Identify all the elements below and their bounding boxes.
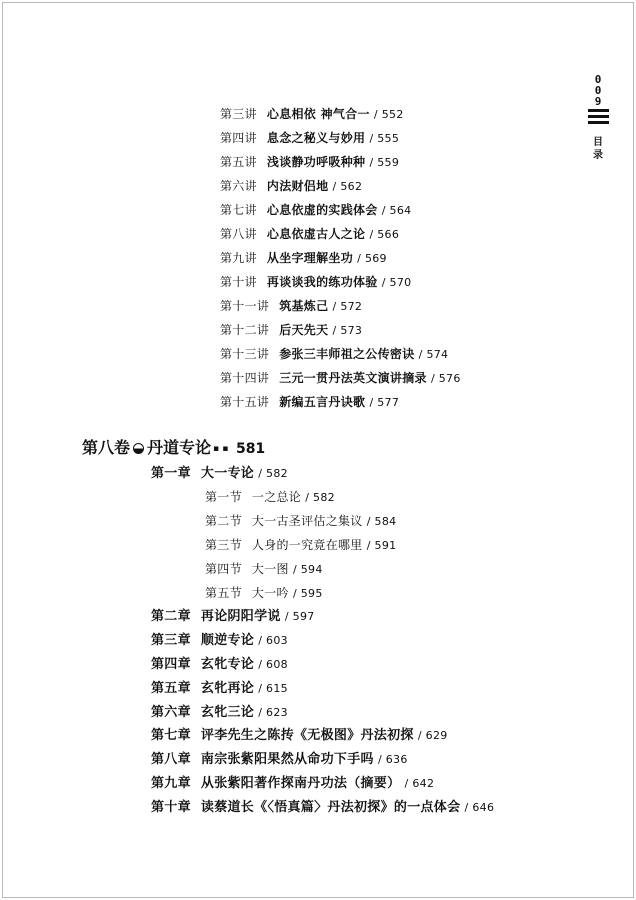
entry-number: 第十一讲 <box>220 299 270 313</box>
entry-number: 第八章 <box>151 752 191 767</box>
bar <box>588 115 609 118</box>
entry-title: 再谈谈我的练功体验 <box>266 275 378 289</box>
entry-title: 南宗张紫阳果然从命功下手吗 <box>200 752 374 767</box>
entry-title: 后天先天 <box>279 323 329 337</box>
toc-entry-section[interactable] <box>205 585 323 602</box>
entry-number: 第十四讲 <box>220 371 270 385</box>
entry-title: 读蔡道长《〈悟真篇〉丹法初探》的一点体会 <box>200 800 461 815</box>
volume-page: 581 <box>235 441 266 457</box>
volume-number: 第八卷 <box>82 438 131 457</box>
entry-number: 第五节 <box>205 586 242 600</box>
entry-number: 第三讲 <box>220 107 257 121</box>
entry-page: / 591 <box>366 539 397 552</box>
entry-number: 第六章 <box>151 705 191 720</box>
entry-number: 第九章 <box>151 776 191 791</box>
entry-page: / 566 <box>369 228 400 241</box>
toc-entry-lecture[interactable] <box>220 346 448 363</box>
entry-page: / 584 <box>366 515 397 528</box>
toc-entry-chapter[interactable] <box>151 465 288 482</box>
entry-page: / 570 <box>381 276 412 289</box>
entry-number: 第四节 <box>205 562 242 576</box>
side-label-char: 目 <box>593 137 603 148</box>
entry-title: 评李先生之陈抟《无极图》丹法初探 <box>200 728 414 743</box>
entry-title: 内法财侣地 <box>266 179 329 193</box>
yin-yang-icon <box>133 443 144 454</box>
entry-page: / 623 <box>258 706 288 719</box>
entry-title: 从张紫阳著作探南丹功法（摘要） <box>200 776 401 791</box>
entry-page: / 642 <box>404 777 435 790</box>
entry-title: 浅谈静功呼吸种种 <box>266 155 366 169</box>
entry-page: / 608 <box>258 658 288 671</box>
toc-entry-chapter[interactable] <box>151 656 288 673</box>
toc-entry-chapter[interactable] <box>151 680 288 697</box>
toc-entry-lecture[interactable] <box>220 250 387 267</box>
toc-entry-section[interactable] <box>205 561 323 578</box>
entry-page: / 569 <box>357 252 387 265</box>
toc-entry-lecture[interactable] <box>220 154 399 171</box>
entry-page: / 573 <box>332 324 363 337</box>
entry-number: 第七讲 <box>220 203 257 217</box>
entry-number: 第十二讲 <box>220 323 270 337</box>
toc-entry-lecture[interactable] <box>220 394 399 411</box>
entry-page: / 595 <box>292 587 323 600</box>
entry-title: 人身的一究竟在哪里 <box>251 538 363 552</box>
toc-entry-lecture[interactable] <box>220 322 362 339</box>
toc-entry-chapter[interactable] <box>151 751 408 768</box>
entry-title: 从坐字理解坐功 <box>266 251 354 265</box>
entry-number: 第四讲 <box>220 131 257 145</box>
entry-title: 大一图 <box>251 562 289 576</box>
entry-page: / 582 <box>305 491 335 504</box>
side-page-number <box>590 74 606 107</box>
toc-entry-lecture[interactable] <box>220 178 362 195</box>
page-digit: 9 <box>594 95 602 108</box>
toc-entry-chapter[interactable] <box>151 704 288 721</box>
toc-entry-chapter[interactable] <box>151 608 315 625</box>
toc-entry-lecture[interactable] <box>220 202 411 219</box>
entry-page: / 594 <box>292 563 323 576</box>
separator-dots: ▪ ▪ <box>213 444 229 454</box>
entry-number: 第七章 <box>151 728 191 743</box>
entry-page: / 582 <box>258 467 288 480</box>
entry-title: 筑基炼己 <box>279 299 329 313</box>
entry-page: / 646 <box>464 801 495 814</box>
page-digit: 0 <box>594 73 602 86</box>
entry-page: / 559 <box>369 156 400 169</box>
entry-page: / 576 <box>430 372 461 385</box>
toc-entry-lecture[interactable] <box>220 298 362 315</box>
entry-number: 第二节 <box>205 514 242 528</box>
entry-page: / 603 <box>258 634 288 647</box>
volume-heading[interactable] <box>82 438 265 459</box>
entry-number: 第九讲 <box>220 251 257 265</box>
side-bar-marker <box>588 109 609 127</box>
entry-page: / 562 <box>332 180 363 193</box>
entry-number: 第十三讲 <box>220 347 270 361</box>
entry-number: 第十章 <box>151 800 191 815</box>
entry-page: / 574 <box>418 348 449 361</box>
entry-page: / 555 <box>369 132 400 145</box>
toc-entry-lecture[interactable] <box>220 130 399 147</box>
toc-entry-section[interactable] <box>205 489 335 506</box>
entry-number: 第十五讲 <box>220 395 270 409</box>
entry-title: 再论阴阳学说 <box>200 609 281 624</box>
entry-title: 心息相依 神气合一 <box>266 107 370 121</box>
toc-entry-lecture[interactable] <box>220 106 404 123</box>
entry-number: 第二章 <box>151 609 191 624</box>
entry-page: / 577 <box>369 396 400 409</box>
toc-entry-chapter[interactable] <box>151 799 494 816</box>
entry-title: 玄牝三论 <box>200 705 255 720</box>
entry-title: 大一专论 <box>200 466 255 481</box>
bar <box>588 121 609 124</box>
page-digit: 0 <box>594 84 602 97</box>
entry-page: / 636 <box>377 753 408 766</box>
entry-page: / 552 <box>373 108 404 121</box>
entry-title: 息念之秘义与妙用 <box>266 131 366 145</box>
entry-title: 心息依虚古人之论 <box>266 227 366 241</box>
entry-number: 第一章 <box>151 466 191 481</box>
entry-title: 一之总论 <box>251 490 302 504</box>
entry-page: / 629 <box>417 729 448 742</box>
entry-title: 顺逆专论 <box>200 633 255 648</box>
entry-number: 第一节 <box>205 490 242 504</box>
entry-page: / 597 <box>284 610 315 623</box>
entry-number: 第五章 <box>151 681 191 696</box>
entry-number: 第六讲 <box>220 179 257 193</box>
entry-number: 第八讲 <box>220 227 257 241</box>
entry-page: / 572 <box>332 300 363 313</box>
entry-number: 第四章 <box>151 657 191 672</box>
toc-entry-section[interactable] <box>205 537 396 554</box>
entry-title: 大一古圣评估之集议 <box>251 514 363 528</box>
entry-number: 第十讲 <box>220 275 257 289</box>
bar <box>588 109 609 112</box>
entry-title: 大一吟 <box>251 586 289 600</box>
toc-entry-chapter[interactable] <box>151 775 434 792</box>
entry-number: 第三节 <box>205 538 242 552</box>
entry-title: 参张三丰师祖之公传密诀 <box>279 347 415 361</box>
entry-page: / 615 <box>258 682 288 695</box>
toc-entry-lecture[interactable] <box>220 370 461 387</box>
entry-title: 心息依虚的实践体会 <box>266 203 378 217</box>
toc-entry-lecture[interactable] <box>220 274 411 291</box>
volume-title: 丹道专论 <box>147 438 212 457</box>
toc-entry-section[interactable] <box>205 513 396 530</box>
entry-number: 第三章 <box>151 633 191 648</box>
toc-entry-chapter[interactable] <box>151 632 288 649</box>
toc-entry-lecture[interactable] <box>220 226 399 243</box>
entry-title: 三元一贯丹法英文演讲摘录 <box>279 371 427 385</box>
entry-title: 玄牝专论 <box>200 657 255 672</box>
entry-title: 玄牝再论 <box>200 681 255 696</box>
entry-number: 第五讲 <box>220 155 257 169</box>
entry-page: / 564 <box>381 204 412 217</box>
entry-title: 新编五言丹诀歌 <box>279 395 366 409</box>
side-label <box>590 136 606 162</box>
side-label-char: 录 <box>593 150 603 161</box>
toc-entry-chapter[interactable] <box>151 727 448 744</box>
